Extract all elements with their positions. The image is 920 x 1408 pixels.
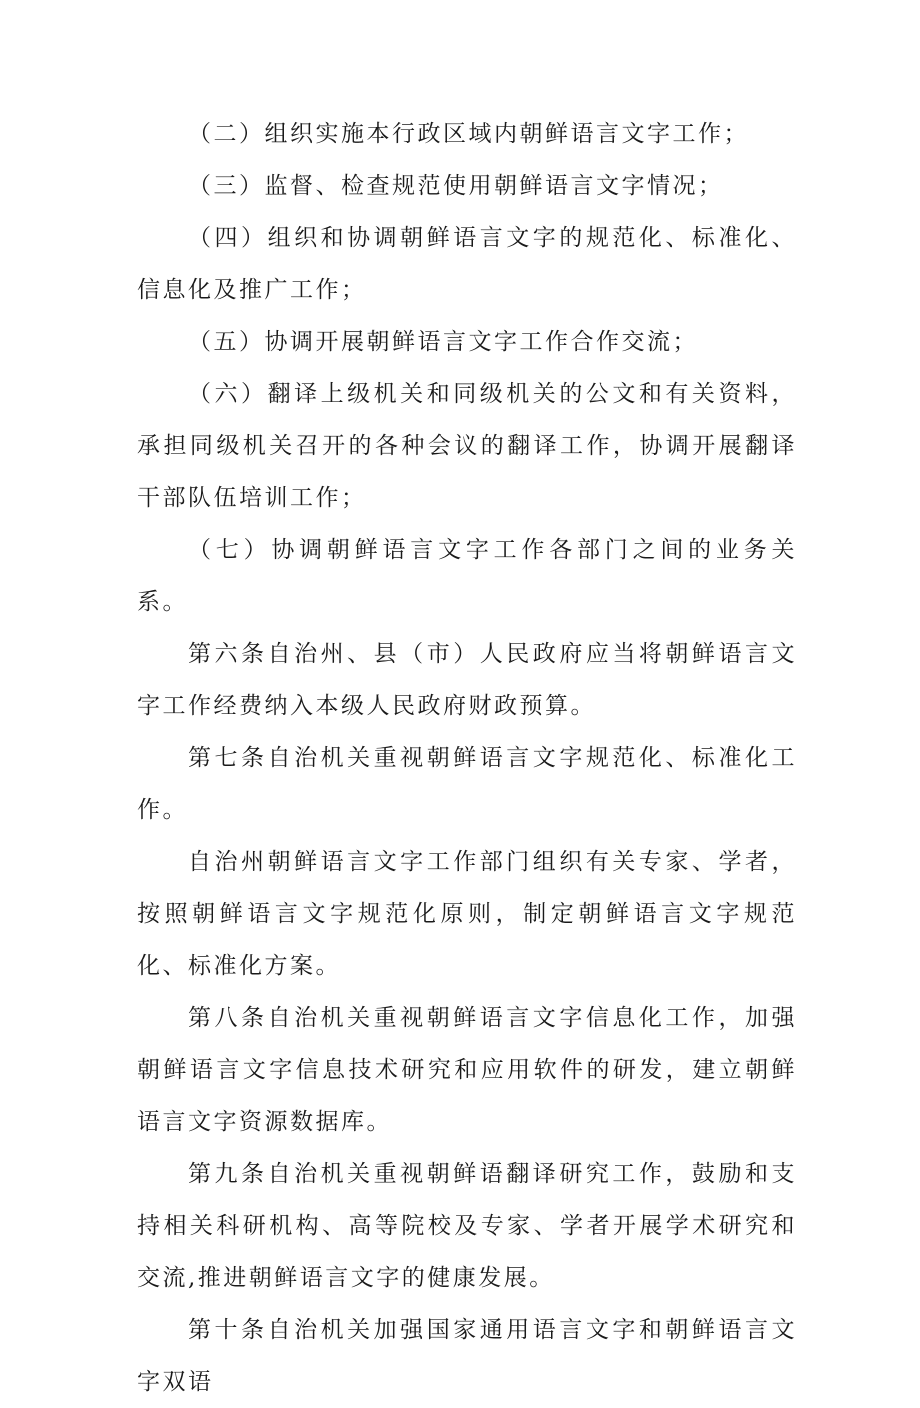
article-10: 第十条自治机关加强国家通用语言文字和朝鲜语言文字双语 xyxy=(137,1317,797,1395)
paragraph-item-4: （四）组织和协调朝鲜语言文字的规范化、标准化、信息化及推广工作； xyxy=(137,225,797,303)
article-7-clause: 自治州朝鲜语言文字工作部门组织有关专家、学者，按照朝鲜语言文字规范化原则，制定朝鲜语言文字规范化、标准化方案。 xyxy=(137,849,797,979)
paragraph-item-6: （六）翻译上级机关和同级机关的公文和有关资料，承担同级机关召开的各种会议的翻译工作，协调开展翻译干部队伍培训工作； xyxy=(137,381,797,511)
paragraph-item-7: （七）协调朝鲜语言文字工作各部门之间的业务关系。 xyxy=(137,537,797,615)
article-7: 第七条自治机关重视朝鲜语言文字规范化、标准化工作。 xyxy=(137,745,797,823)
article-8: 第八条自治机关重视朝鲜语言文字信息化工作，加强朝鲜语言文字信息技术研究和应用软件的研发，建立朝鲜语言文字资源数据库。 xyxy=(137,1005,797,1135)
paragraph-item-3: （三）监督、检查规范使用朝鲜语言文字情况； xyxy=(188,173,724,199)
article-9: 第九条自治机关重视朝鲜语翻译研究工作，鼓励和支持相关科研机构、高等院校及专家、学者开展学术研究和交流,推进朝鲜语言文字的健康发展。 xyxy=(137,1161,797,1291)
article-6: 第六条自治州、县（市）人民政府应当将朝鲜语言文字工作经费纳入本级人民政府财政预算。 xyxy=(137,641,797,719)
paragraph-item-2: （二）组织实施本行政区域内朝鲜语言文字工作； xyxy=(188,121,749,147)
document-body xyxy=(137,108,797,1408)
paragraph-item-5: （五）协调开展朝鲜语言文字工作合作交流； xyxy=(188,329,698,355)
